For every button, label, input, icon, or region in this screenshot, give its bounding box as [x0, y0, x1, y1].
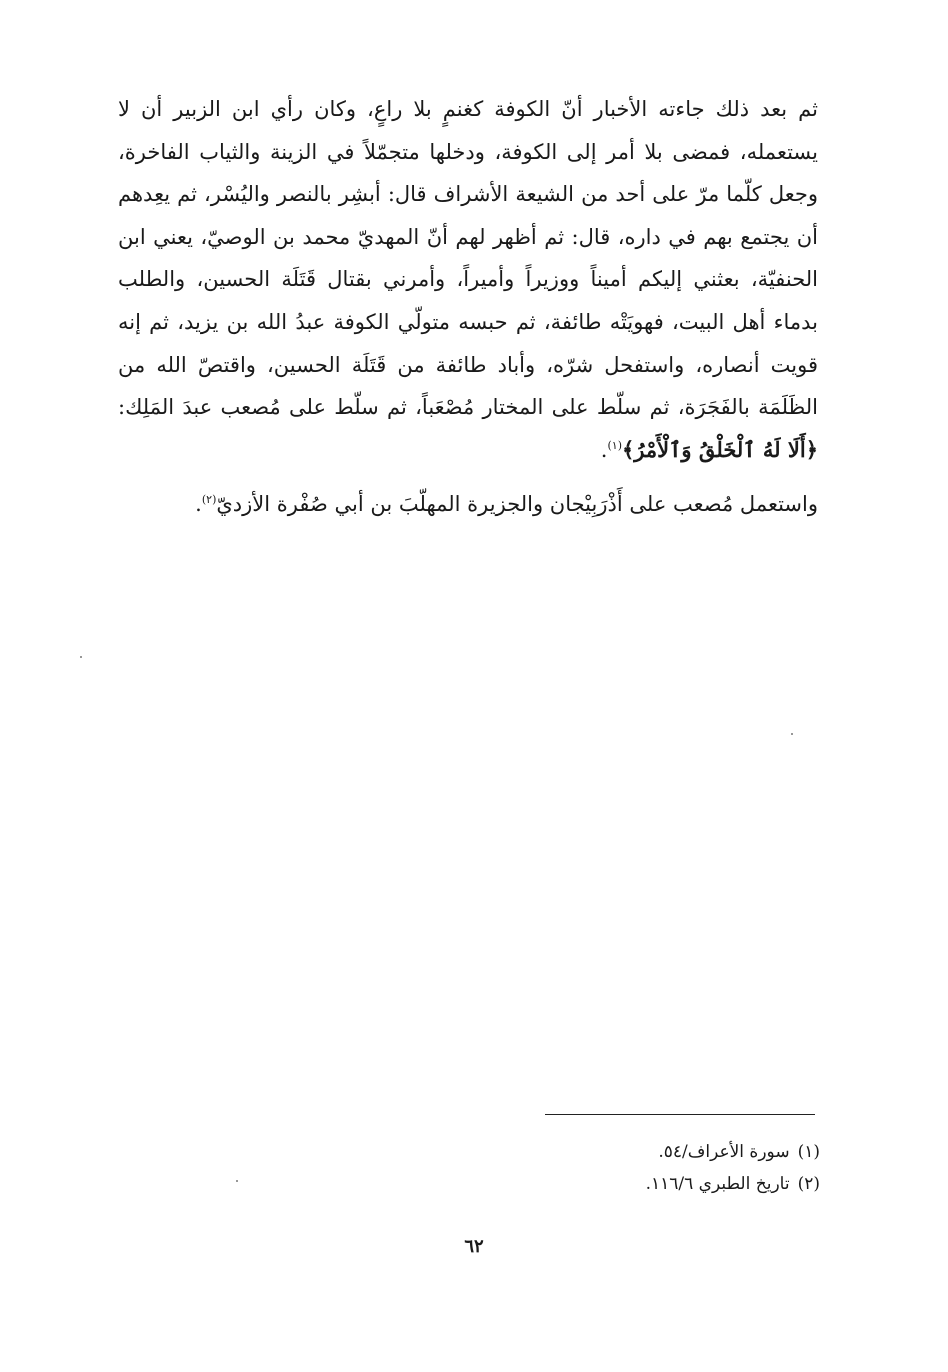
footnote-2-text: تاريخ الطبري ١١٦/٦. — [645, 1174, 790, 1194]
scan-speck — [236, 1180, 238, 1182]
main-text — [118, 88, 818, 526]
footnote-divider — [545, 1114, 815, 1115]
footnote-2 — [420, 1168, 820, 1200]
scan-speck — [80, 656, 82, 658]
quran-verse: ﴿أَلَا لَهُ ٱلْخَلْقُ وَٱلْأَمْرُ﴾ — [622, 436, 818, 462]
footnote-1 — [420, 1136, 820, 1168]
footnote-1-text: سورة الأعراف/٥٤. — [658, 1142, 790, 1162]
footnote-2-number: (٢) — [797, 1174, 820, 1194]
paragraph-1-end: . — [600, 437, 608, 462]
paragraph-2-text: واستعمل مُصعب على أَذْرَبِيْجان والجزيرة المهلّبَ بن أبي صُفْرة الأزديّ — [216, 492, 818, 517]
paragraph-1-text: ثم بعد ذلك جاءته الأخبار أنّ الكوفة كغنمٍ بلا راعٍ، وكان رأي ابن الزبير أن لا يستعمله، فمضى بلا أمر إلى الكوفة، ودخلها متجمّلاً في الزينة والثياب الفاخرة، وجعل كلّما مرّ على أحد من الشيعة الأشراف قال: أبشِر بالنصر واليُسْر، ثم يعِدهم أن يجتمع بهم في داره، قال: ثم أظهر لهم أنّ المهديّ محمد بن الوصيّ، يعني ابن الحنفيّة، بعثني إليكم أميناً ووزيراً وأميراً، وأمرني بقتال قَتَلَة الحسين، والطلب بدماء أهل البيت، فهويَتْه طائفة، ثم حبسه متولّي الكوفة عبدُ الله بن يزيد، ثم إنه قويت أنصاره، واستفحل شرّه، وأباد طائفة من قَتَلَة الحسين، واقتصّ الله من الظَلَمَة بالفَجَرَة، ثم سلّط على المختار مُصْعَباً، ثم سلّط على مُصعب عبدَ المَلِك: — [118, 97, 818, 420]
scan-speck — [791, 733, 793, 735]
footnotes — [420, 1136, 820, 1200]
footnote-ref-2[interactable]: (٢) — [201, 493, 217, 507]
footnote-1-number: (١) — [797, 1142, 820, 1162]
paragraph-2-end: . — [195, 492, 202, 517]
paragraph-2 — [118, 483, 818, 526]
paragraph-1 — [118, 88, 818, 471]
footnote-ref-1[interactable]: (١) — [607, 438, 622, 452]
page-number: ٦٢ — [464, 1236, 484, 1257]
